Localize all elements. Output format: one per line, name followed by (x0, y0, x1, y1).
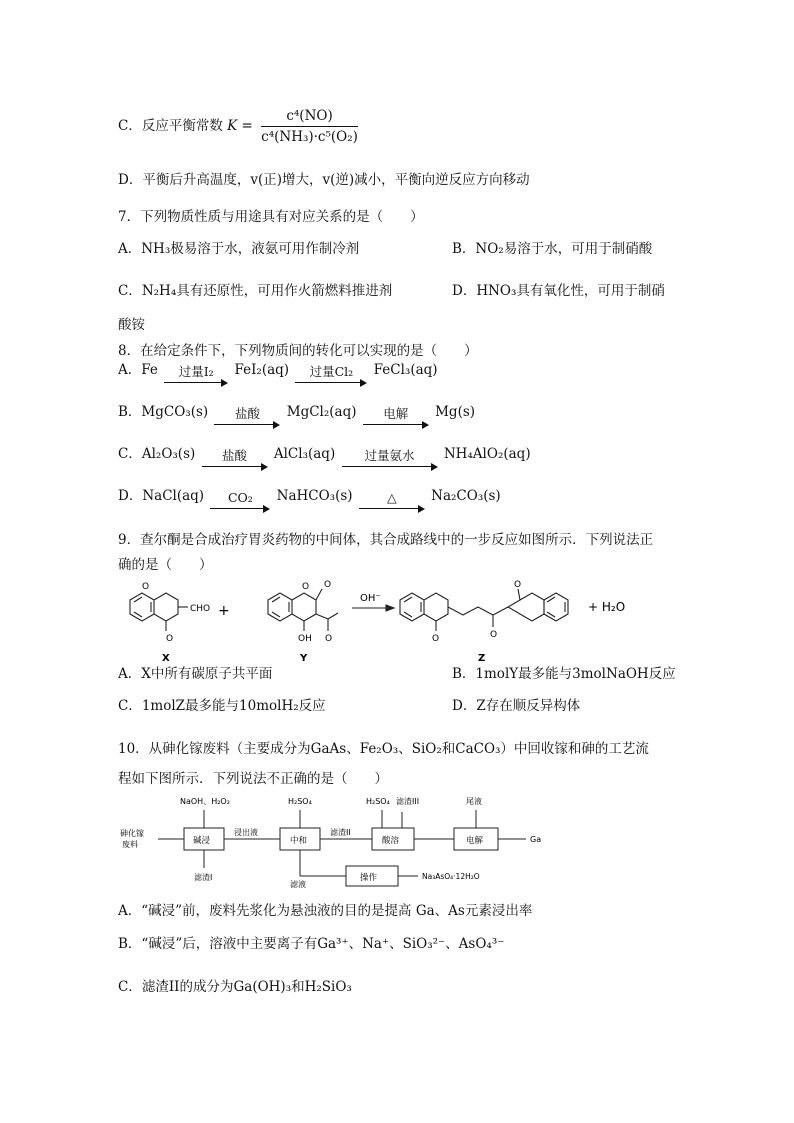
reaction-arrow (363, 407, 429, 429)
product-arsenate: Na₃AsO₄·12H₂O (422, 872, 480, 881)
box3-label: 酸溶 (382, 836, 400, 846)
q8-option-a (118, 358, 438, 387)
q8-option-d (118, 484, 501, 513)
q7-option-b: B．NO₂易溶于水，可用于制硝酸 (452, 241, 653, 257)
species: MgCl₂(aq) (286, 404, 357, 420)
q9-option-d: D．Z存在顺反异构体 (452, 698, 581, 714)
z-enone-o: O (490, 630, 498, 640)
arrow-condition: CO₂ (227, 490, 253, 505)
species: MgCO₃(s) (141, 404, 209, 420)
arrow-condition: △ (387, 490, 397, 505)
feed-label-2: 废料 (122, 840, 138, 849)
label-x: X (162, 653, 170, 664)
option-label: B． (118, 404, 142, 420)
reaction-arrow (342, 449, 438, 471)
residue-3: 滤渣III (396, 797, 420, 806)
arrow-condition: 过量氨水 (364, 448, 415, 463)
reaction-scheme (118, 575, 638, 665)
q6-option-d: D．平衡后升高温度，v(正)增大，v(逆)减小，平衡向逆反应方向移动 (118, 172, 530, 188)
species: NaCl(aq) (142, 488, 205, 504)
arrow-condition: 盐酸 (234, 406, 260, 421)
arrow-condition: 过量Cl₂ (309, 364, 354, 379)
x-carbonyl-o: O (166, 634, 174, 644)
reaction-arrow (164, 365, 228, 387)
box5-label: 操作 (360, 873, 378, 883)
stream-leachate: 浸出液 (234, 828, 258, 837)
reaction-arrow (295, 365, 367, 387)
species: Fe (141, 362, 158, 378)
q9-option-b: B．1molY最多能与3molNaOH反应 (452, 666, 676, 682)
q7-stem: 7．下列物质性质与用途具有对应关系的是（ ） (118, 209, 424, 225)
process-flowchart (118, 790, 558, 895)
species: NaHCO₃(s) (276, 488, 353, 504)
plus-sign: + (218, 603, 230, 619)
species: Na₂CO₃(s) (431, 488, 501, 504)
stream-residue2: 滤渣II (330, 828, 351, 837)
product-ga: Ga (530, 835, 542, 844)
feed-label-1: 砷化镓 (120, 829, 144, 838)
arrow-condition: 盐酸 (222, 448, 248, 463)
box4-label: 电解 (466, 836, 484, 846)
box1-label: 碱浸 (193, 836, 211, 846)
reaction-arrow (214, 407, 280, 429)
label-z: Z (478, 653, 486, 664)
q9-option-c: C．1molZ最多能与10molH₂反应 (118, 698, 326, 714)
y-ketone-o: O (325, 634, 333, 644)
x-ring-oxygen: O (142, 582, 150, 592)
option-label: A． (118, 362, 142, 378)
species: FeI₂(aq) (234, 362, 290, 378)
q7-option-d-cont: 酸铵 (118, 317, 145, 333)
q9-stem-line1: 9．查尔酮是合成治疗胃炎药物的中间体，其合成路线中的一步反应如图所示．下列说法正 (118, 532, 654, 548)
q8-option-c (118, 442, 531, 471)
box2-label: 中和 (290, 836, 308, 846)
label-y: Y (300, 653, 308, 664)
q9-option-a: A．X中所有碳原子共平面 (118, 666, 273, 682)
filtrate-label: 滤液 (290, 880, 306, 889)
tail-liquid: 尾液 (466, 797, 482, 806)
q7-option-a: A．NH₃极易溶于水，液氨可用作制冷剂 (118, 241, 360, 257)
fraction-denominator: c⁴(NH₃)·c⁵(O₂) (261, 129, 358, 145)
reagent-3: H₂SO₄ (366, 797, 390, 806)
z-lactone-o: O (514, 580, 522, 590)
reagent-2: H₂SO₄ (288, 797, 312, 806)
q6-option-c (118, 108, 358, 145)
q9-stem-line2: 确的是（ ） (118, 557, 213, 573)
q10-option-a: A．“碱浸”前，废料先浆化为悬浊液的目的是提高 Ga、As元素浸出率 (118, 903, 533, 919)
reagent-1: NaOH、H₂O₂ (180, 797, 230, 806)
q10-stem-line2: 程如下图所示．下列说法不正确的是（ ） (118, 771, 388, 787)
q6-c-prefix: C．反应平衡常数 (118, 118, 223, 134)
x-pyran-ring (154, 593, 178, 621)
catalyst-label: OH⁻ (360, 593, 381, 604)
q6-c-k: K = (227, 118, 253, 134)
water-byproduct: + H₂O (588, 600, 626, 614)
q8-stem: 8．在给定条件下，下列物质间的转化可以实现的是（ ） (118, 343, 478, 359)
reaction-arrow (202, 449, 268, 471)
y-lactone-o: O (324, 580, 332, 590)
option-label: D． (118, 488, 143, 504)
species: FeCl₃(aq) (373, 362, 438, 378)
equilibrium-fraction (261, 108, 358, 145)
reaction-arrow (210, 491, 270, 513)
species: Al₂O₃(s) (141, 446, 196, 462)
arrow-condition: 电解 (383, 406, 409, 421)
q7-option-c: C．N₂H₄具有还原性，可用作火箭燃料推进剂 (118, 283, 393, 299)
q10-stem-line1: 10．从砷化镓废料（主要成分为GaAs、Fe₂O₃、SiO₂和CaCO₃）中回收镓和砷的工艺流 (118, 741, 649, 757)
q8-option-b (118, 400, 475, 429)
y-ring-oxygen: O (302, 582, 310, 592)
fraction-numerator: c⁴(NO) (261, 108, 358, 127)
z-carbonyl-o: O (432, 634, 440, 644)
species: Mg(s) (435, 404, 476, 420)
x-cho: CHO (190, 604, 211, 614)
y-hydroxyl: OH (298, 634, 312, 644)
q10-option-c: C．滤渣II的成分为Ga(OH)₃和H₂SiO₃ (118, 979, 352, 995)
q10-option-b: B．“碱浸”后，溶液中主要离子有Ga³⁺、Na⁺、SiO₃²⁻、AsO₄³⁻ (118, 936, 505, 952)
residue-1: 滤渣I (194, 873, 213, 882)
option-label: C． (118, 446, 142, 462)
species: AlCl₃(aq) (273, 446, 336, 462)
q7-option-d: D．HNO₃具有氧化性，可用于制硝 (452, 283, 665, 299)
reaction-arrow (359, 491, 425, 513)
species: NH₄AlO₂(aq) (443, 446, 531, 462)
arrow-condition: 过量I₂ (178, 364, 214, 379)
